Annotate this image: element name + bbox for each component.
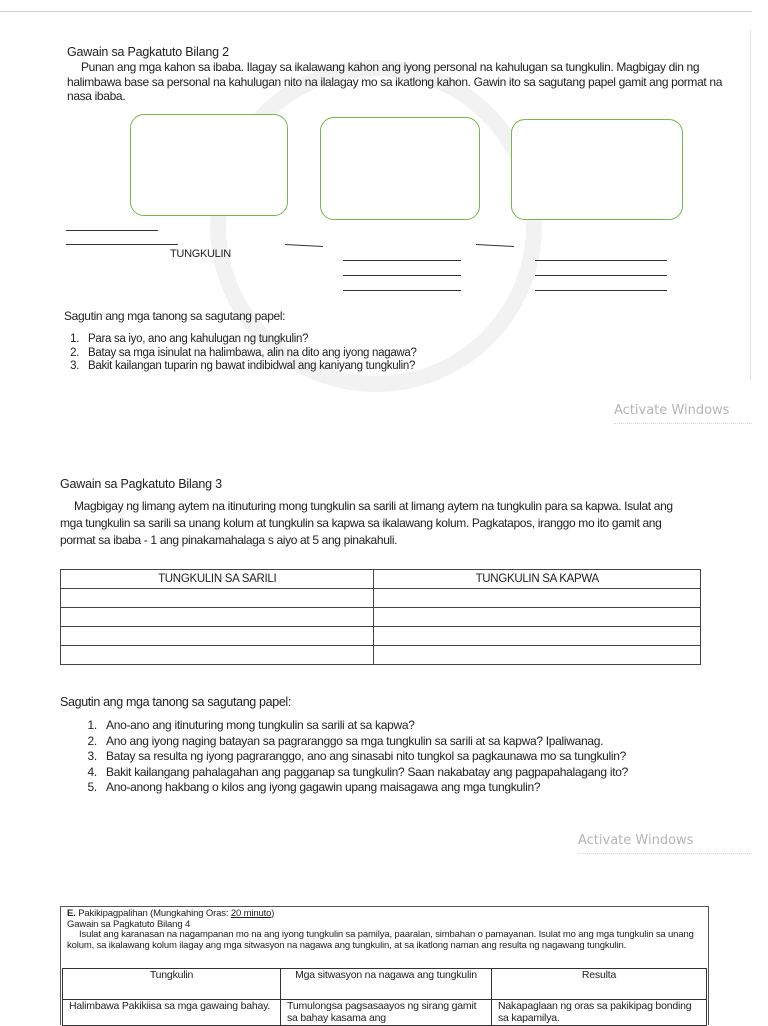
section-heading: Pakikipagpalihan (Mungkahing Oras:	[78, 908, 231, 919]
writing-line	[343, 260, 461, 261]
table-row	[61, 646, 701, 665]
writing-line	[535, 275, 667, 276]
table-cell[interactable]	[61, 589, 374, 608]
table-row	[61, 589, 701, 608]
table-row	[63, 1000, 707, 1026]
question-item: 2. Ano ang iyong naging batayan sa pagraranggo sa mga tungkulin sa sarili at sa kapwa? Ipaliwanag.	[100, 734, 720, 750]
writing-line	[343, 290, 461, 291]
question-item: 3. Batay sa resulta ng iyong pagraranggo, ano ang sinasabi nito tungkol sa pagkaunawa mo sa tungkulin?	[100, 749, 720, 765]
watermark-subtext	[614, 423, 752, 425]
activity-2-questions-intro: Sagutin ang mga tanong sa sagutang papel:	[64, 309, 286, 323]
question-item: 5. Ano-anong hakbang o kilos ang iyong gagawin upang maisagawa ang mga tungkulin?	[100, 780, 720, 796]
activity-3-instructions: Magbigay ng limang aytem na itinuturing mong tungkulin sa sarili at limang aytem na tungkulin para sa kapwa. Isulat ang mga tungkulin sa sarili sa unang kolum at tungkulin sa kapwa sa ikalawang kolum. Pagkatapos, iranggo mo ito gamit ang pormat sa ibaba - 1 ang pinakamahalaga s aiyo at 5 ang pinakahuli.	[60, 499, 673, 547]
activity-2-instructions: Punan ang mga kahon sa ibaba. Ilagay sa ikalawang kahon ang iyong personal na kahulugan sa tungkulin. Magbigay din ng halimbawa base sa personal na kahulugan nito na ilalagay mo sa ikatlong kahon. Gawin ito sa sagutang papel gamit ang pormat na nasa ibaba.	[67, 60, 723, 103]
activate-windows-watermark: Activate Windows	[578, 833, 694, 848]
table-row	[61, 627, 701, 646]
answer-box-2[interactable]	[320, 117, 480, 220]
section-instructions: Isulat ang karanasan na nagampanan mo na ang iyong tungkulin sa pamilya, paaralan, simbahan o pamayanan. Isulat mo ang mga tungkulin sa unang kolum, sa ikalawang kolum ilagay ang mga sitwasyon na nagawa ang tungkulin, at sa ikatlong naman ang resulta ng nagawang tungkulin.	[67, 929, 694, 951]
table-cell[interactable]	[374, 589, 701, 608]
section-subtitle: Gawain sa Pagkatuto Bilang 4	[67, 918, 191, 930]
column-header-sitwasyon: Mga sitwasyon na nagawa ang tungkulin	[281, 969, 492, 1000]
activity-3-question-list	[82, 718, 720, 796]
writing-line	[66, 230, 158, 231]
page-top-divider	[0, 11, 752, 12]
table-cell: Halimbawa Pakikiisa sa mga gawaing bahay.	[63, 1000, 281, 1026]
writing-line	[535, 260, 667, 261]
table-cell[interactable]	[374, 646, 701, 665]
writing-line	[535, 290, 667, 291]
table-cell[interactable]	[61, 627, 374, 646]
writing-line	[343, 275, 461, 276]
activity-2-title: Gawain sa Pagkatuto Bilang 2	[67, 45, 229, 59]
column-header-sarili: TUNGKULIN SA SARILI	[61, 570, 374, 589]
section-time: 20 minuto	[230, 908, 272, 919]
tungkulin-label: TUNGKULIN	[170, 248, 231, 260]
table-cell: Tumulongsa pagsasaayos ng sirang gamit sa bahay kasama ang	[281, 1000, 492, 1026]
column-header-resulta: Resulta	[492, 969, 707, 1000]
table-cell[interactable]	[374, 627, 701, 646]
section-letter: E.	[67, 908, 76, 919]
question-item: 2. Batay sa mga isinulat na halimbawa, alin na dito ang iyong nagawa?	[82, 347, 682, 361]
column-header-tungkulin: Tungkulin	[63, 969, 281, 1000]
answer-box-3[interactable]	[511, 119, 683, 220]
section-heading-end: )	[271, 908, 275, 919]
question-item: 1. Para sa iyo, ano ang kahulugan ng tungkulin?	[82, 333, 682, 347]
answer-box-1[interactable]	[130, 114, 288, 216]
table-cell: Nakapaglaan ng oras sa pakikipag bonding sa kapamilya.	[492, 1000, 707, 1026]
activity-3-questions-intro: Sagutin ang mga tanong sa sagutang papel:	[60, 695, 291, 709]
watermark-subtext	[578, 853, 752, 855]
page-right-edge	[750, 30, 751, 380]
table-row	[61, 608, 701, 627]
table-cell[interactable]	[61, 608, 374, 627]
question-item: 1. Ano-ano ang itinuturing mong tungkulin sa sarili at sa kapwa?	[100, 718, 720, 734]
table-cell[interactable]	[61, 646, 374, 665]
activity-3-table	[60, 569, 701, 665]
column-header-kapwa: TUNGKULIN SA KAPWA	[374, 570, 701, 589]
writing-line	[66, 244, 178, 245]
question-item: 3. Bakit kailangan tuparin ng bawat indibidwal ang kaniyang tungkulin?	[82, 360, 682, 374]
activity-3-title: Gawain sa Pagkatuto Bilang 3	[60, 477, 222, 491]
activity-4-table	[62, 968, 707, 1026]
activate-windows-watermark: Activate Windows	[614, 403, 730, 418]
table-cell[interactable]	[374, 608, 701, 627]
question-item: 4. Bakit kailangang pahalagahan ang pagganap sa tungkulin? Saan nakabatay ang pagpapahalagang ito?	[100, 765, 720, 781]
activity-2-question-list	[64, 333, 682, 374]
